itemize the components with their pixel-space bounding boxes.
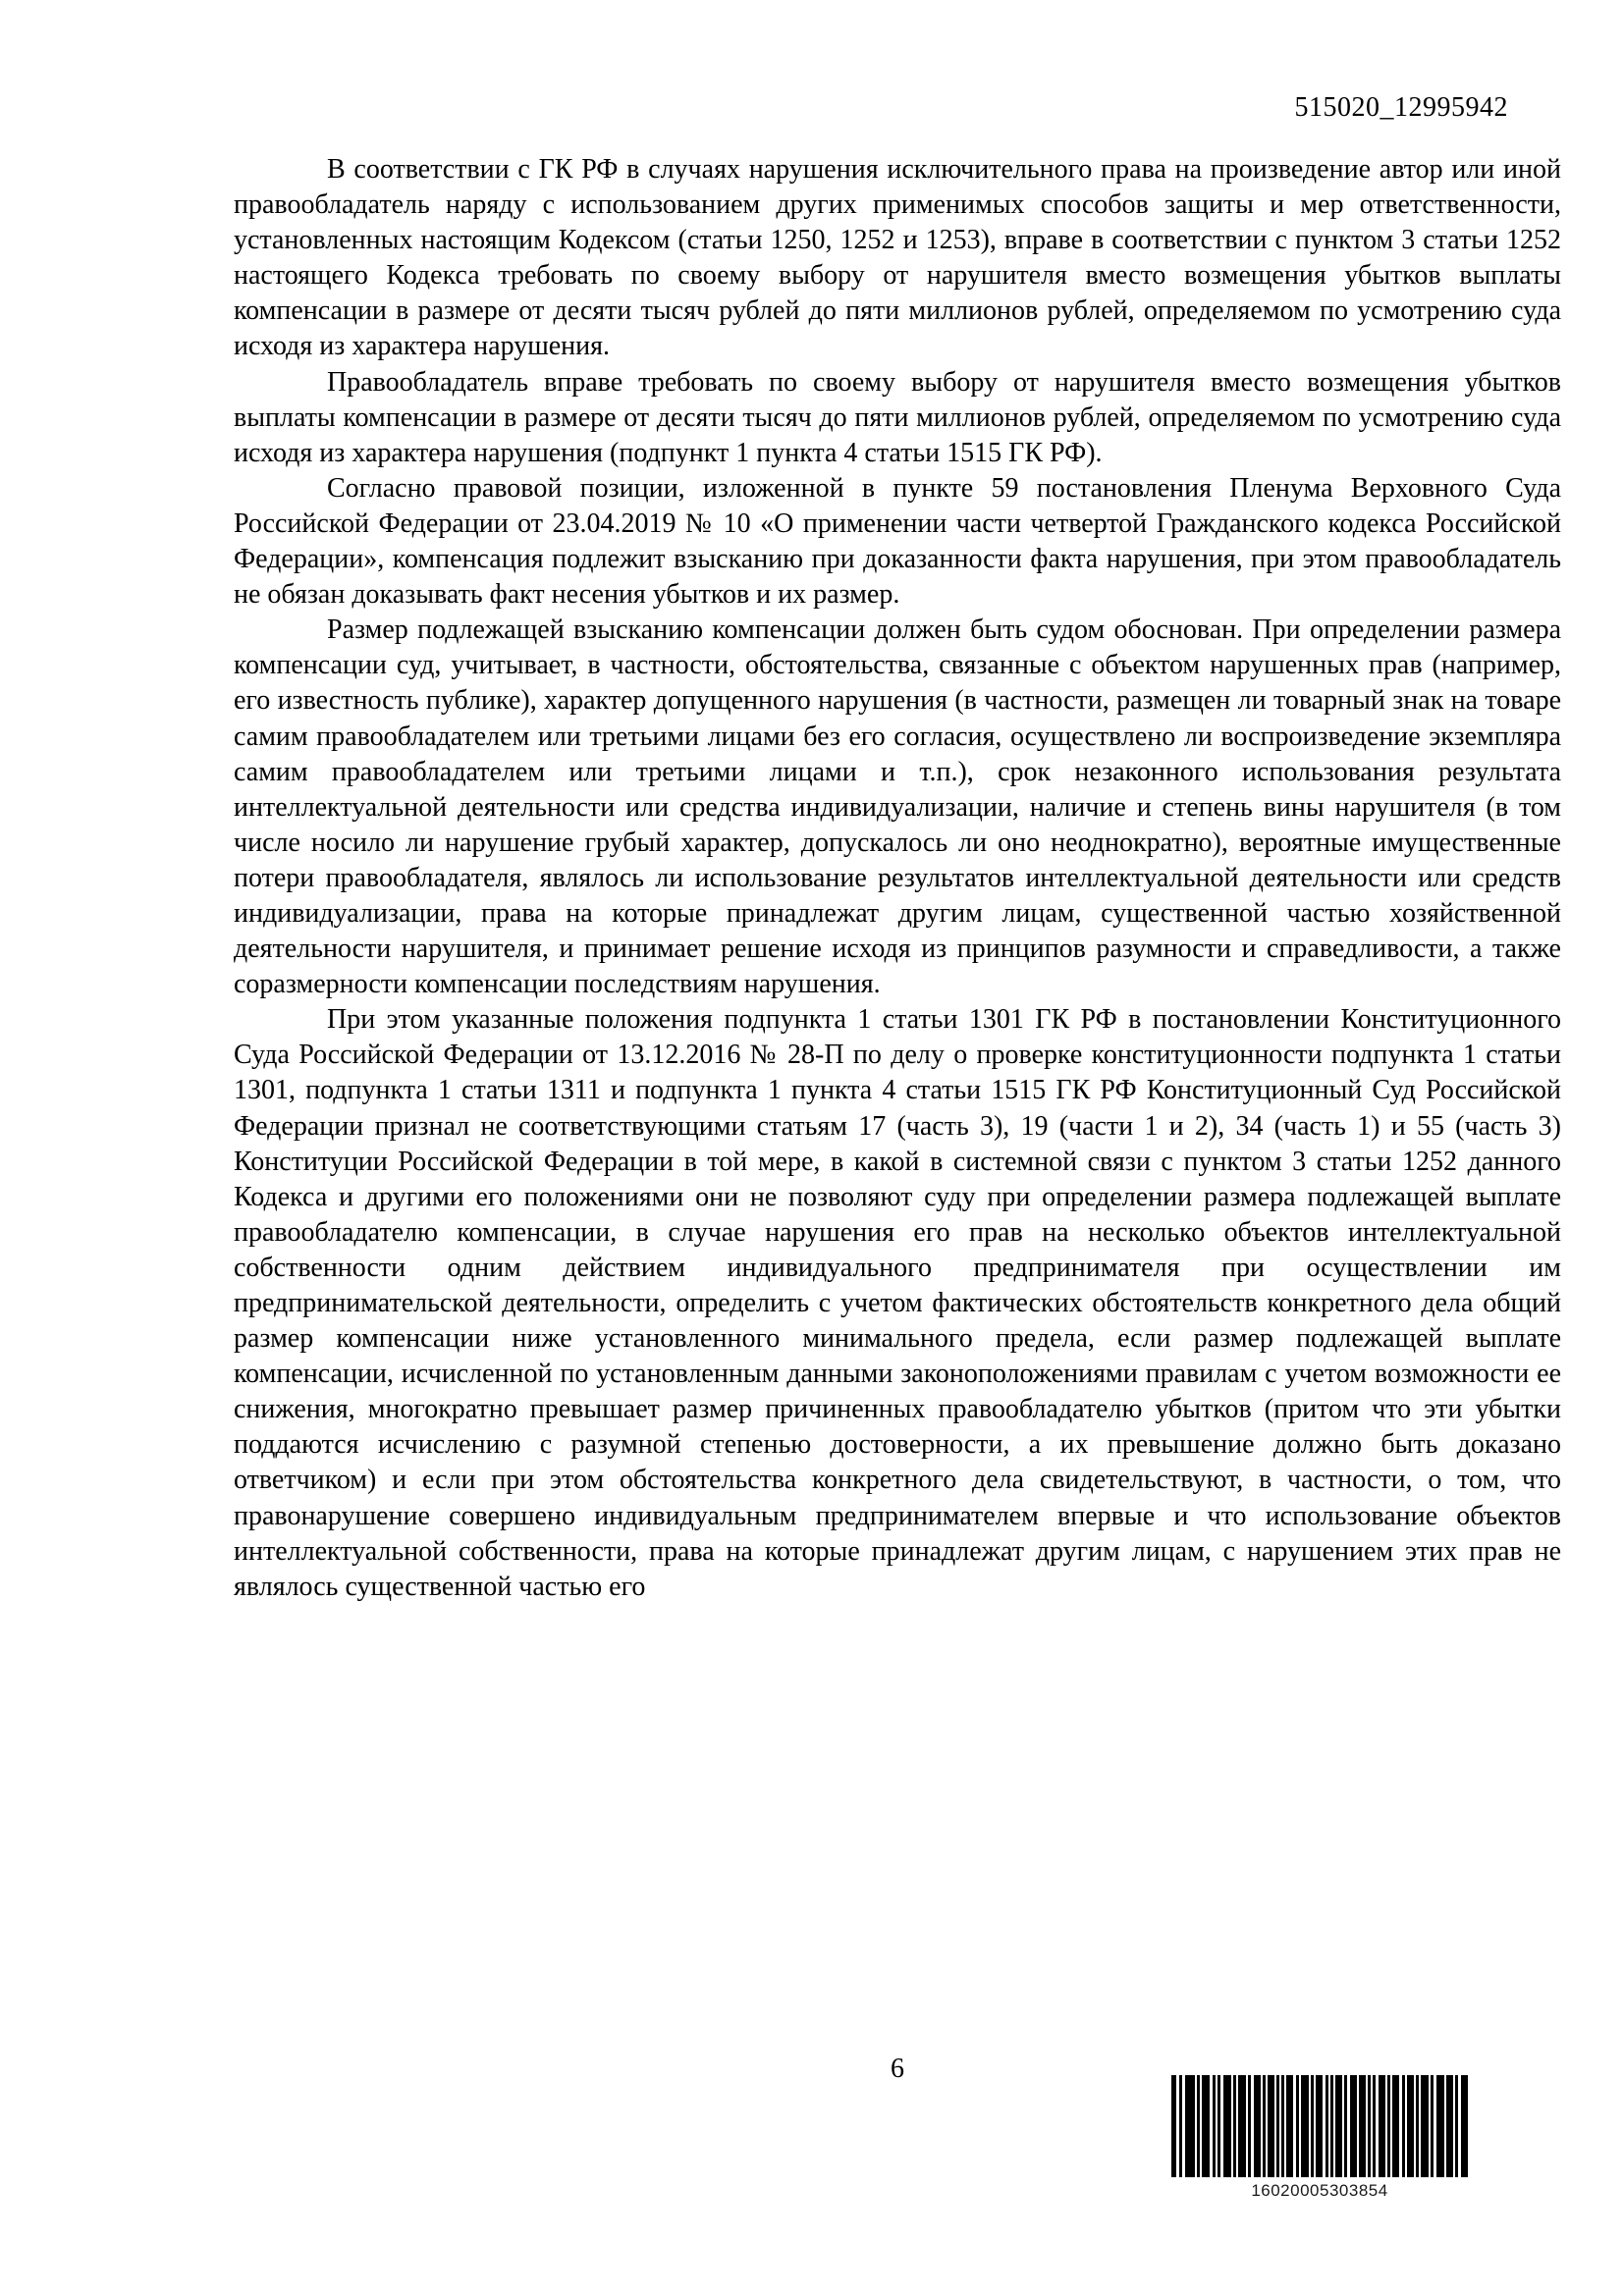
paragraph-gk-rf-compensation: В соответствии с ГК РФ в случаях нарушения исключительного права на произведение автор или иной правообладатель наряду с использованием других применимых способов защиты и мер ответственности, установленных настоящим Кодексом (статьи 1250, 1252 и 1253), вправе в соответствии с пунктом 3 статьи 1252 настоящего Кодекса требовать по своему выбору от нарушителя вместо возмещения убытков выплаты компенсации в размере от десяти тысяч рублей до пяти миллионов рублей, определяемом по усмотрению суда исходя из характера нарушения. bbox=[234, 154, 1561, 362]
paragraph-constitutional-court: При этом указанные положения подпункта 1 статьи 1301 ГК РФ в постановлении Конституционного Суда Российской Федерации от 13.12.2016 № 28-П по делу о проверке конституционности подпункта 1 статьи 1301, подпункта 1 статьи 1311 и подпункта 1 пункта 4 статьи 1515 ГК РФ Конституционный Суд Российской Федерации признал не соответствующими статьям 17 (часть 3), 19 (части 1 и 2), 34 (часть 1) и 55 (часть 3) Конституции Российской Федерации в той мере, в какой в системной связи с пунктом 3 статьи 1252 данного Кодекса и другими его положениями они не позволяют суду при определении размера подлежащей выплате правообладателю компенсации, в случае нарушения его прав на несколько объектов интеллектуальной собственности одним действием индивидуального предпринимателя при осуществлении им предпринимательской деятельности, определить с учетом фактических обстоятельств конкретного дела общий размер компенсации ниже установленного минимального предела, если размер подлежащей выплате компенсации, исчисленной по установленным данными законоположениями правилам с учетом возможности ее снижения, многократно превышает размер причиненных правообладателю убытков (притом что эти убытки поддаются исчислению с разумной степенью достоверности, а их превышение должно быть доказано ответчиком) и если при этом обстоятельства конкретного дела свидетельствуют, в частности, о том, что правонарушение совершено индивидуальным предпринимателем впервые и что использование объектов интеллектуальной собственности, права на которые принадлежат другим лицам, с нарушением этих прав не являлось существенной частью его bbox=[234, 1004, 1561, 1602]
paragraph-plenum-position: Согласно правовой позиции, изложенной в пункте 59 постановления Пленума Верховного Суда Российской Федерации от 23.04.2019 № 10 «О применении части четвертой Гражданского кодекса Российской Федерации», компенсация подлежит взысканию при доказанности факта нарушения, при этом правообладатель не обязан доказывать факт несения убытков и их размер. bbox=[234, 472, 1561, 611]
barcode bbox=[1171, 2075, 1468, 2201]
barcode-number: 16020005303854 bbox=[1251, 2181, 1388, 2200]
barcode-bars-image bbox=[1171, 2075, 1468, 2177]
document-id: 515020_12995942 bbox=[1294, 92, 1508, 123]
paragraph-rightsholder-claim: Правообладатель вправе требовать по своему выбору от нарушителя вместо возмещения убытков выплаты компенсации в размере от десяти тысяч до пяти миллионов рублей, определяемом по усмотрению суда исходя из характера нарушения (подпункт 1 пункта 4 статьи 1515 ГК РФ). bbox=[234, 366, 1561, 468]
page-number: 6 bbox=[891, 2054, 904, 2084]
document-body bbox=[234, 152, 1561, 1605]
paragraph-compensation-amount: Размер подлежащей взысканию компенсации должен быть судом обоснован. При определении размера компенсации суд, учитывает, в частности, обстоятельства, связанные с объектом нарушенных прав (например, его известность публике), характер допущенного нарушения (в частности, размещен ли товарный знак на товаре самим правообладателем или третьими лицами без его согласия, осуществлено ли воспроизведение экземпляра самим правообладателем или третьими лицами и т.п.), срок незаконного использования результата интеллектуальной деятельности или средства индивидуализации, наличие и степень вины нарушителя (в том числе носило ли нарушение грубый характер, допускалось ли оно неоднократно), вероятные имущественные потери правообладателя, являлось ли использование результатов интеллектуальной деятельности или средств индивидуализации, права на которые принадлежат другим лицам, существенной частью хозяйственной деятельности нарушителя, и принимает решение исходя из принципов разумности и справедливости, а также соразмерности компенсации последствиям нарушения. bbox=[234, 614, 1561, 1000]
